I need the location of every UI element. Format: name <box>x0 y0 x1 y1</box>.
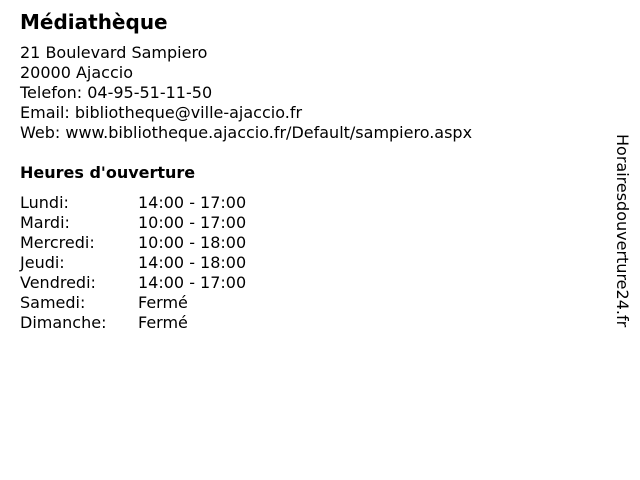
hours-row-thursday <box>20 253 320 273</box>
street-text: 21 Boulevard Sampiero <box>20 43 208 62</box>
hours-heading: Heures d'ouverture <box>20 163 196 182</box>
hours-row-sunday <box>20 313 320 333</box>
hours-row-friday <box>20 273 320 293</box>
time-value: Fermé <box>138 313 188 332</box>
time-value: 14:00 - 17:00 <box>138 273 247 292</box>
day-label: Vendredi: <box>20 273 96 292</box>
day-label: Samedi: <box>20 293 86 312</box>
hours-row-saturday <box>20 293 320 313</box>
site-watermark: Horairesdouverture24.fr <box>613 134 632 328</box>
time-value: 14:00 - 17:00 <box>138 193 247 212</box>
day-label: Mercredi: <box>20 233 95 252</box>
time-value: 10:00 - 17:00 <box>138 213 247 232</box>
address-block <box>20 43 472 143</box>
phone-text: Telefon: 04-95-51-11-50 <box>20 83 213 102</box>
time-value: 10:00 - 18:00 <box>138 233 247 252</box>
page-title: Médiathèque <box>20 10 168 34</box>
hours-row-wednesday <box>20 233 320 253</box>
email-text: Email: bibliotheque@ville-ajaccio.fr <box>20 103 303 122</box>
day-label: Jeudi: <box>20 253 65 272</box>
time-value: 14:00 - 18:00 <box>138 253 247 272</box>
time-value: Fermé <box>138 293 188 312</box>
web-text: Web: www.bibliotheque.ajaccio.fr/Default/sampiero.aspx <box>20 123 473 142</box>
hours-table <box>20 193 320 333</box>
hours-row-monday <box>20 193 320 213</box>
hours-row-tuesday <box>20 213 320 233</box>
day-label: Mardi: <box>20 213 70 232</box>
city-text: 20000 Ajaccio <box>20 63 134 82</box>
day-label: Lundi: <box>20 193 69 212</box>
day-label: Dimanche: <box>20 313 107 332</box>
